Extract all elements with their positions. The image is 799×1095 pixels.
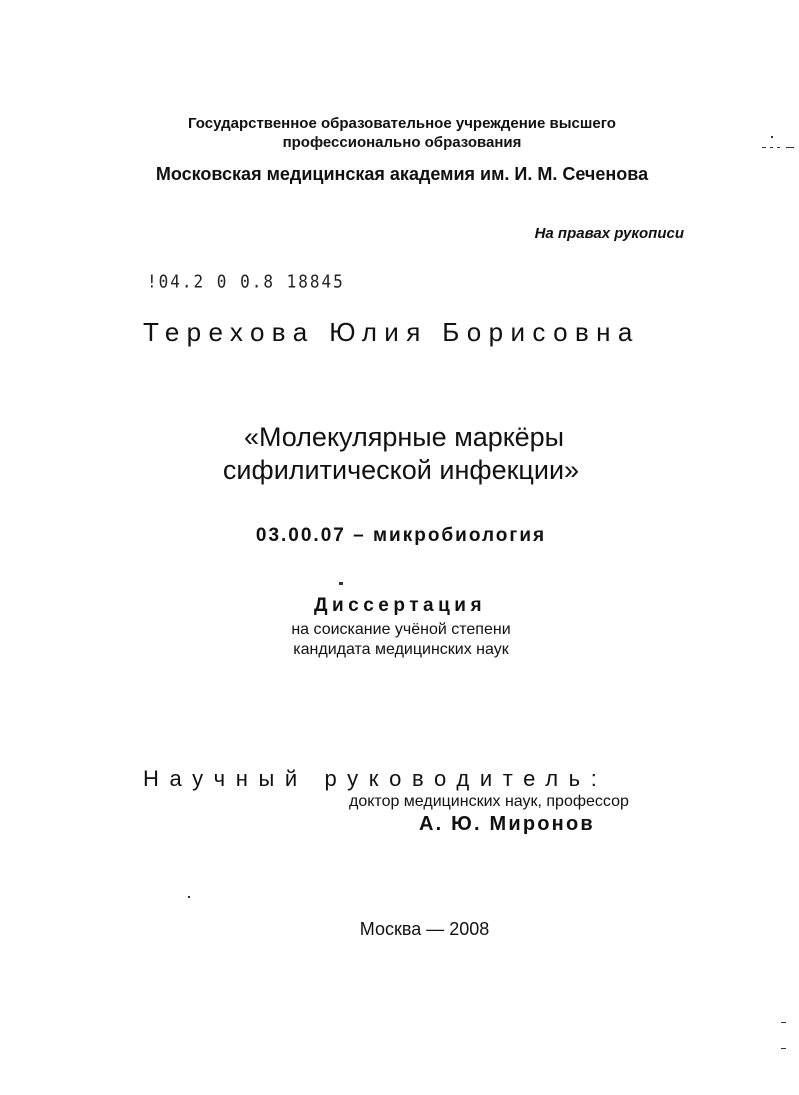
degree-line-2: кандидата медицинских наук <box>293 641 509 658</box>
specialty: 03.00.07 – микробиология <box>255 525 547 546</box>
scan-speck <box>781 1022 786 1023</box>
dissertation-label: Диссертация <box>313 595 487 616</box>
scan-speck <box>786 147 794 148</box>
scan-speck <box>762 147 766 148</box>
scan-speck <box>188 896 190 898</box>
institution-line-2: профессионально образования <box>282 134 522 151</box>
scan-speck <box>777 147 780 148</box>
registry-code: !04.2 0 0.8 18845 <box>147 271 345 292</box>
institution-line-1: Государственное образовательное учреждение высшего <box>188 115 616 132</box>
manuscript-rights-note: На правах рукописи <box>534 225 684 242</box>
thesis-title-line-2: сифилитической инфекции» <box>222 455 580 485</box>
academy-name: Московская медицинская академия им. И. М. Сеченова <box>155 164 649 184</box>
scan-speck <box>339 582 343 585</box>
supervisor-label: Научный руководитель: <box>143 766 608 791</box>
degree-line-1: на соискание учёной степени <box>291 621 511 638</box>
city-year: Москва — 2008 <box>359 919 490 939</box>
supervisor-name: А. Ю. Миронов <box>419 813 595 835</box>
scan-speck <box>771 136 773 138</box>
thesis-title-line-1: «Молекулярные маркёры <box>243 422 565 452</box>
supervisor-degree: доктор медицинских наук, профессор <box>349 793 629 810</box>
scan-speck <box>781 1048 786 1049</box>
author-name: Терехова Юлия Борисовна <box>143 317 640 347</box>
scan-speck <box>770 147 773 148</box>
